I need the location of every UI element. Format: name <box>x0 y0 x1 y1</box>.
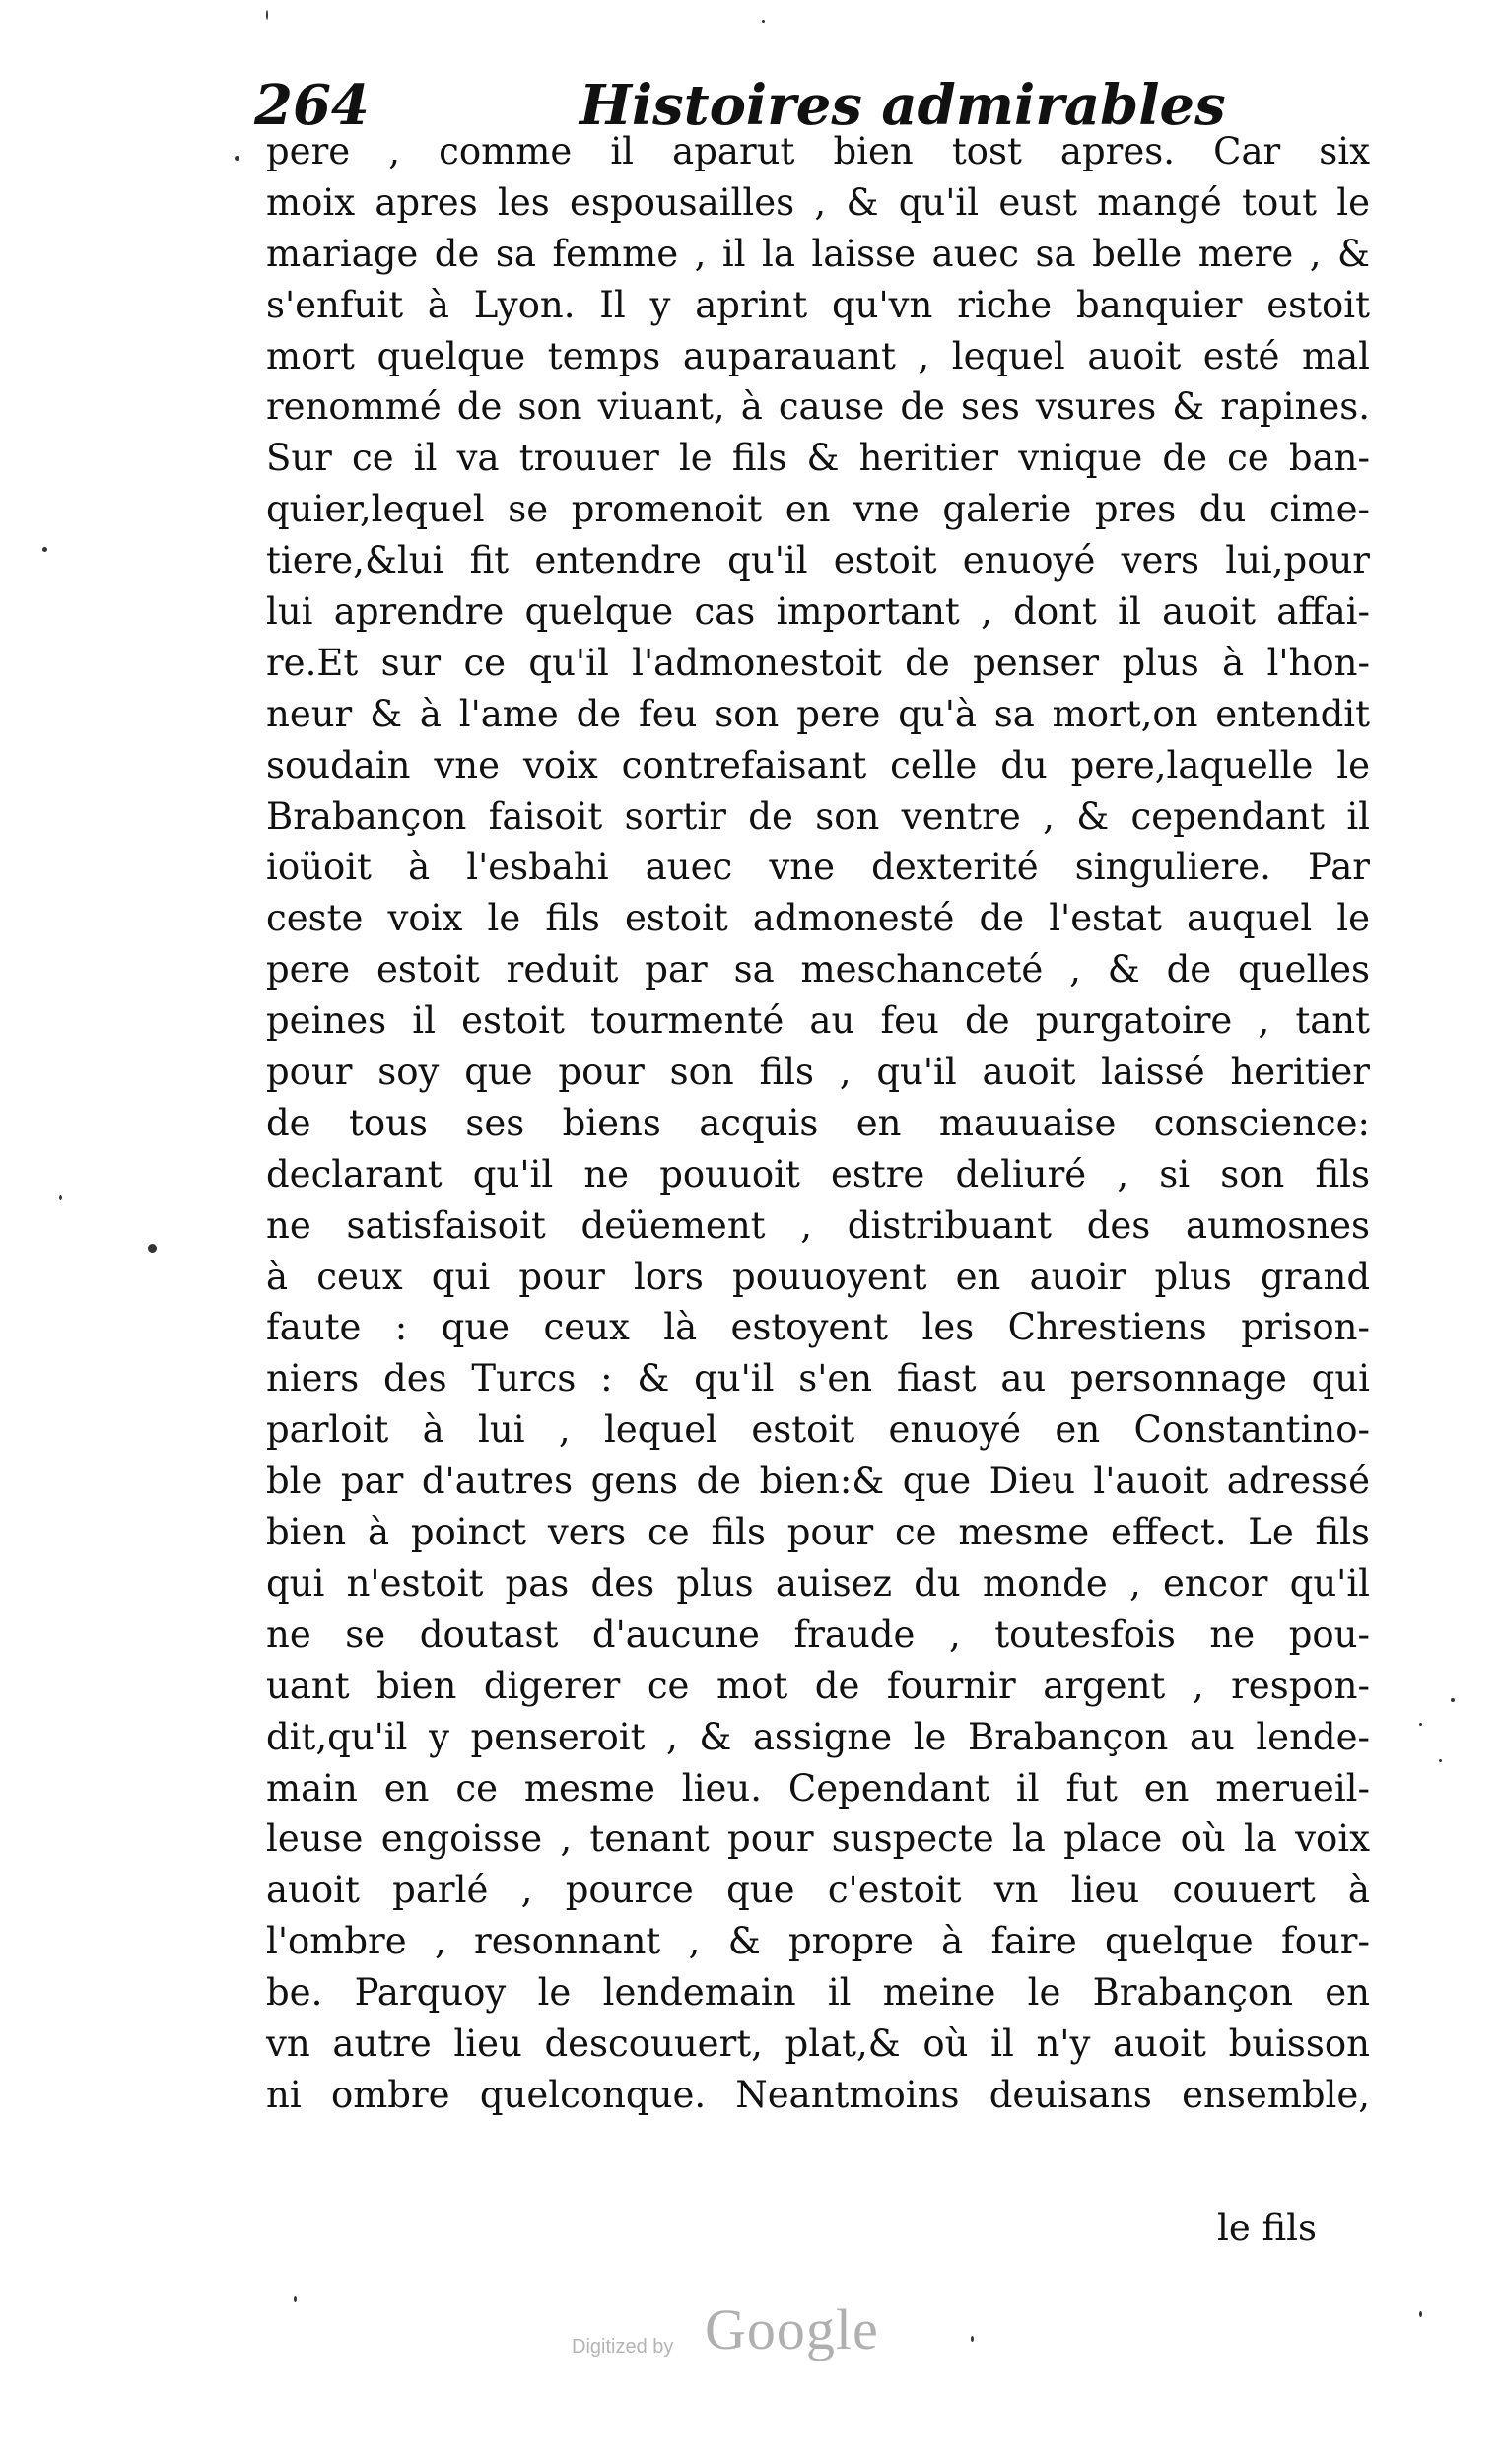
text-line: ble par d'autres gens de bien:& que Dieu l'auoit adressé <box>266 1460 1370 1503</box>
catchword: le fils <box>1217 2207 1317 2249</box>
text-line: mariage de sa femme , il la laisse auec sa belle mere , & <box>266 232 1370 275</box>
scan-speck <box>42 547 47 552</box>
text-line: l'ombre , resonnant , & propre à faire quelque four- <box>266 1920 1370 1963</box>
text-line: s'enfuit à Lyon. Il y aprint qu'vn riche banquier estoit <box>266 283 1370 326</box>
text-line: re.Et sur ce qu'il l'admonestoit de penser plus à l'hon- <box>266 641 1370 684</box>
text-line: moix apres les espousailles , & qu'il eust mangé tout le <box>266 180 1370 224</box>
text-line: faute : que ceux là estoyent les Chrestiens prison- <box>266 1306 1370 1349</box>
text-line: pere estoit reduit par sa meschanceté , & de quelles <box>266 948 1370 992</box>
text-line: mort quelque temps auparauant , lequel auoit esté mal <box>266 334 1370 377</box>
text-line: be. Parquoy le lendemain il meine le Brabançon en <box>266 1971 1370 2015</box>
scan-speck <box>266 10 268 20</box>
text-line: soudain vne voix contrefaisant celle du pere,laquelle le <box>266 743 1370 787</box>
text-line: Brabançon faisoit sortir de son ventre , & cependant il <box>266 794 1370 838</box>
text-line: neur & à l'ame de feu son pere qu'à sa mort,on entendit <box>266 692 1370 735</box>
page-number: 264 <box>254 73 370 138</box>
text-line: renommé de son viuant, à cause de ses vsures & rapines. <box>266 385 1370 429</box>
text-line: Sur ce il va trouuer le fils & heritier vnique de ce ban- <box>266 437 1370 480</box>
text-line: leuse engoisse , tenant pour suspecte la place où la voix <box>266 1817 1370 1861</box>
scan-speck <box>1439 1759 1442 1762</box>
text-line: niers des Turcs : & qu'il s'en fiast au personnage qui <box>266 1357 1370 1401</box>
text-line: bien à poinct vers ce fils pour ce mesme effect. Le fils <box>266 1511 1370 1554</box>
scan-speck <box>294 2296 297 2302</box>
text-line: lui aprendre quelque cas important , dont il auoit affai- <box>266 590 1370 634</box>
text-line: ne satisfaisoit deüement , distribuant des aumosnes <box>266 1203 1370 1247</box>
text-line: à ceux qui pour lors pouuoyent en auoir plus grand <box>266 1255 1370 1298</box>
text-line: ceste voix le fils estoit admonesté de l'estat auquel le <box>266 897 1370 940</box>
text-line: ni ombre quelconque. Neantmoins deuisans ensemble, <box>266 2073 1370 2116</box>
text-line: quier,lequel se promenoit en vne galerie pres du cime- <box>266 488 1370 531</box>
text-line: peines il estoit tourmenté au feu de purgatoire , tant <box>266 999 1370 1043</box>
scan-speck <box>148 1244 157 1253</box>
text-line: dit,qu'il y penseroit , & assigne le Brabançon au lende- <box>266 1715 1370 1758</box>
text-line: declarant qu'il ne pouuoit estre deliuré , si son fils <box>266 1152 1370 1196</box>
scan-speck <box>1419 1723 1422 1726</box>
text-line: main en ce mesme lieu. Cependant il fut en merueil- <box>266 1766 1370 1810</box>
text-line: pere , comme il aparut bien tost apres. Car six <box>266 130 1370 172</box>
google-logo: Google <box>705 2297 879 2361</box>
text-line: tiere,&lui fit entendre qu'il estoit enuoyé vers lui,pour <box>266 539 1370 582</box>
text-line: ne se doutast d'aucune fraude , toutesfois ne pou- <box>266 1612 1370 1656</box>
scan-speck <box>1451 1698 1455 1702</box>
text-line: ioüoit à l'esbahi auec vne dexterité singuliere. Par <box>266 846 1370 889</box>
text-line: uant bien digerer ce mot de fournir argent , respon- <box>266 1664 1370 1707</box>
running-title: Histoires admirables <box>580 73 1226 138</box>
scan-speck <box>1419 2311 1422 2317</box>
text-line: vn autre lieu descouuert, plat,& où il n'y auoit buisson <box>266 2021 1370 2065</box>
text-line: parloit à lui , lequel estoit enuoyé en Constantino- <box>266 1408 1370 1452</box>
text-line: auoit parlé , pource que c'estoit vn lieu couuert à <box>266 1869 1370 1912</box>
scan-speck <box>59 1195 62 1200</box>
text-line: qui n'estoit pas des plus auisez du monde , encor qu'il <box>266 1561 1370 1605</box>
text-line: de tous ses biens acquis en mauuaise conscience: <box>266 1101 1370 1144</box>
scan-speck <box>971 2336 974 2342</box>
digitized-watermark <box>572 2296 926 2375</box>
watermark-digitized-text: Digitized by <box>572 2336 674 2358</box>
scan-speck <box>762 20 765 23</box>
scan-speck <box>235 156 239 161</box>
text-line: pour soy que pour son fils , qu'il auoit laissé heritier <box>266 1051 1370 1094</box>
body-text <box>266 126 1370 2121</box>
